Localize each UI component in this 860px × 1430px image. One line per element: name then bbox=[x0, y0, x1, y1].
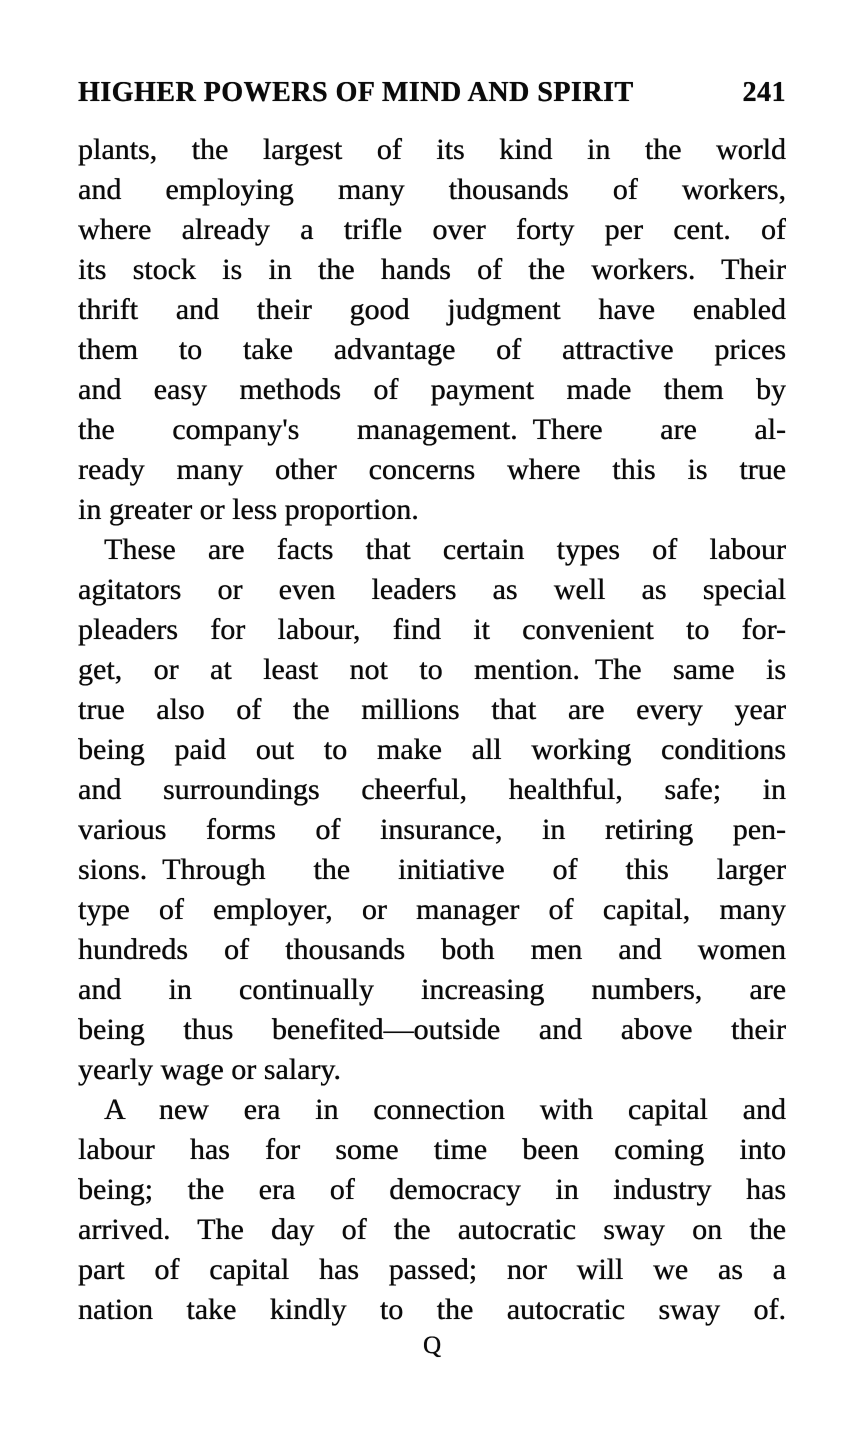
paragraph-2 bbox=[78, 530, 786, 1090]
text-line: ready many other concerns where this is true bbox=[78, 453, 786, 486]
text-line: nation take kindly to the autocratic sway of. bbox=[78, 1293, 786, 1326]
text-line: sions. Through the initiative of this larger bbox=[78, 853, 786, 886]
text-line: being; the era of democracy in industry has bbox=[78, 1173, 786, 1206]
text-line: and surroundings cheerful, healthful, safe; in bbox=[78, 773, 786, 806]
text-line: yearly wage or salary. bbox=[78, 1053, 341, 1086]
text-line: being paid out to make all working conditions bbox=[78, 733, 786, 766]
signature-mark: Q bbox=[422, 1332, 442, 1359]
page-number: 241 bbox=[742, 77, 786, 108]
text-line: arrived. The day of the autocratic sway on the bbox=[78, 1213, 786, 1246]
text-line: its stock is in the hands of the workers. Their bbox=[78, 253, 786, 286]
text-line: them to take advantage of attractive prices bbox=[78, 333, 786, 366]
text-line: pleaders for labour, find it convenient to for- bbox=[78, 613, 786, 646]
running-header bbox=[78, 78, 786, 108]
text-line: being thus benefited—outside and above their bbox=[78, 1013, 786, 1046]
header-title: HIGHER POWERS OF MIND AND SPIRIT bbox=[78, 77, 634, 108]
text-line: hundreds of thousands both men and women bbox=[78, 933, 786, 966]
text-line: labour has for some time been coming into bbox=[78, 1133, 786, 1166]
text-line: A new era in connection with capital and bbox=[104, 1093, 786, 1126]
text-line: various forms of insurance, in retiring pen- bbox=[78, 813, 786, 846]
paragraph-1 bbox=[78, 130, 786, 530]
text-line: and easy methods of payment made them by bbox=[78, 373, 786, 406]
text-line: plants, the largest of its kind in the world bbox=[78, 133, 786, 166]
paragraph-3 bbox=[78, 1090, 786, 1330]
text-line: true also of the millions that are every year bbox=[78, 693, 786, 726]
text-line: the company's management. There are al- bbox=[78, 413, 786, 446]
text-line: where already a trifle over forty per cent. of bbox=[78, 213, 786, 246]
text-line: type of employer, or manager of capital, many bbox=[78, 893, 786, 926]
text-line: and employing many thousands of workers, bbox=[78, 173, 786, 206]
text-line: agitators or even leaders as well as special bbox=[78, 573, 786, 606]
page-body bbox=[78, 130, 786, 1330]
text-line: part of capital has passed; nor will we as a bbox=[78, 1253, 786, 1286]
text-line: thrift and their good judgment have enabled bbox=[78, 293, 786, 326]
text-line: and in continually increasing numbers, are bbox=[78, 973, 786, 1006]
text-line: These are facts that certain types of labour bbox=[104, 533, 786, 566]
text-line: get, or at least not to mention. The same is bbox=[78, 653, 786, 686]
text-line: in greater or less proportion. bbox=[78, 493, 419, 526]
